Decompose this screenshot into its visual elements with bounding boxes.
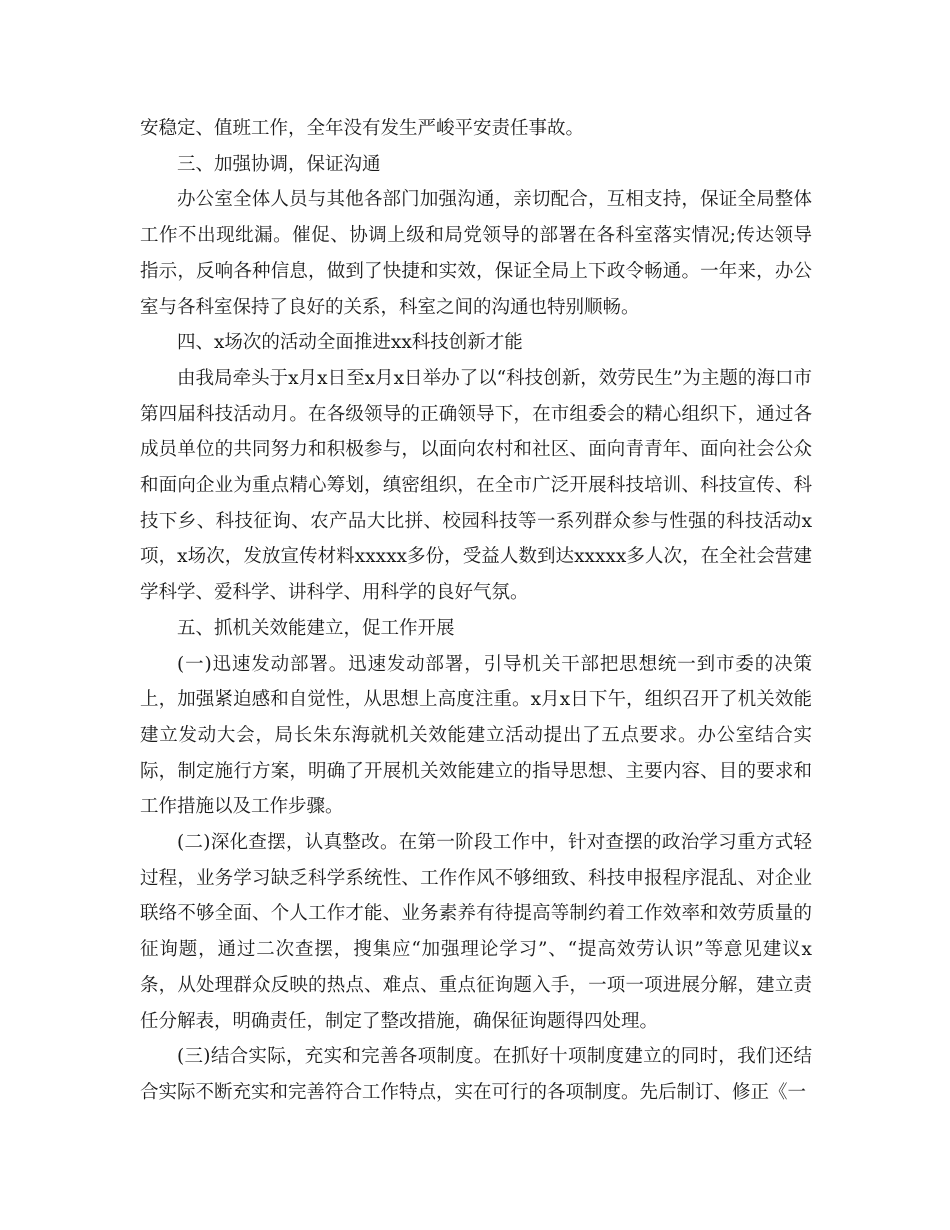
paragraph-science-month: 由我局牵头于x月x日至x月x日举办了以“科技创新，效劳民生”为主题的海口市第四届科技活动月。在各级领导的正确领导下，在市组委会的精心组织下，通过各成员单位的共同努力和积极参与，以面向农村和社区、面向青青年、面向社会公众和面向企业为重点精心筹划，缜密组织，在全市广泛开展科技培训、科技宣传、科技下乡、科技征询、农产品大比拼、校园科技等一系列群众参与性强的科技活动x项，x场次，发放宣传材料xxxxx多份，受益人数到达xxxxx多人次，在全社会营建学科学、爱科学、讲科学、用科学的良好气氛。 (140, 367, 812, 604)
section-heading-3: 三、加强协调，保证沟通 (177, 153, 381, 175)
section-heading-4: 四、x场次的活动全面推进xx科技创新才能 (177, 332, 523, 354)
paragraph-systems: (三)结合实际，充实和完善各项制度。在抓好十项制度建立的同时，我们还结合实际不断充实和完善符合工作特点，实在可行的各项制度。先后制订、修正《一 (140, 1046, 812, 1103)
document-body (140, 111, 812, 1111)
paragraph-rectification: (二)深化查摆，认真整改。在第一阶段工作中，针对查摆的政治学习重方式轻过程，业务学习缺乏科学系统性、工作作风不够细致、科技申报程序混乱、对企业联络不够全面、个人工作才能、业务素养有待提高等制约着工作效率和效劳质量的征询题，通过二次查摆，搜集应“加强理论学习”、“提高效劳认识”等意见建议x条，从处理群众反映的热点、难点、重点征询题入手，一项一项进展分解，建立责任分解表，明确责任，制定了整改措施，确保征询题得四处理。 (140, 832, 812, 1032)
section-heading-5: 五、抓机关效能建立，促工作开展 (177, 617, 455, 639)
paragraph-communication: 办公室全体人员与其他各部门加强沟通，亲切配合，互相支持，保证全局整体工作不出现纰漏。催促、协调上级和局党领导的部署在各科室落实情况;传达领导指示，反响各种信息，做到了快捷和实效，保证全局上下政令畅通。一年来，办公室与各科室保持了良好的关系，科室之间的沟通也特别顺畅。 (140, 189, 812, 318)
paragraph-mobilization: (一)迅速发动部署。迅速发动部署，引导机关干部把思想统一到市委的决策上，加强紧迫感和自觉性，从思想上高度注重。x月x日下午，组织召开了机关效能建立发动大会，局长朱东海就机关效能建立活动提出了五点要求。办公室结合实际，制定施行方案，明确了开展机关效能建立的指导思想、主要内容、目的要求和工作措施以及工作步骤。 (140, 653, 812, 818)
paragraph-continuation: 安稳定、值班工作，全年没有发生严峻平安责任事故。 (140, 118, 585, 139)
